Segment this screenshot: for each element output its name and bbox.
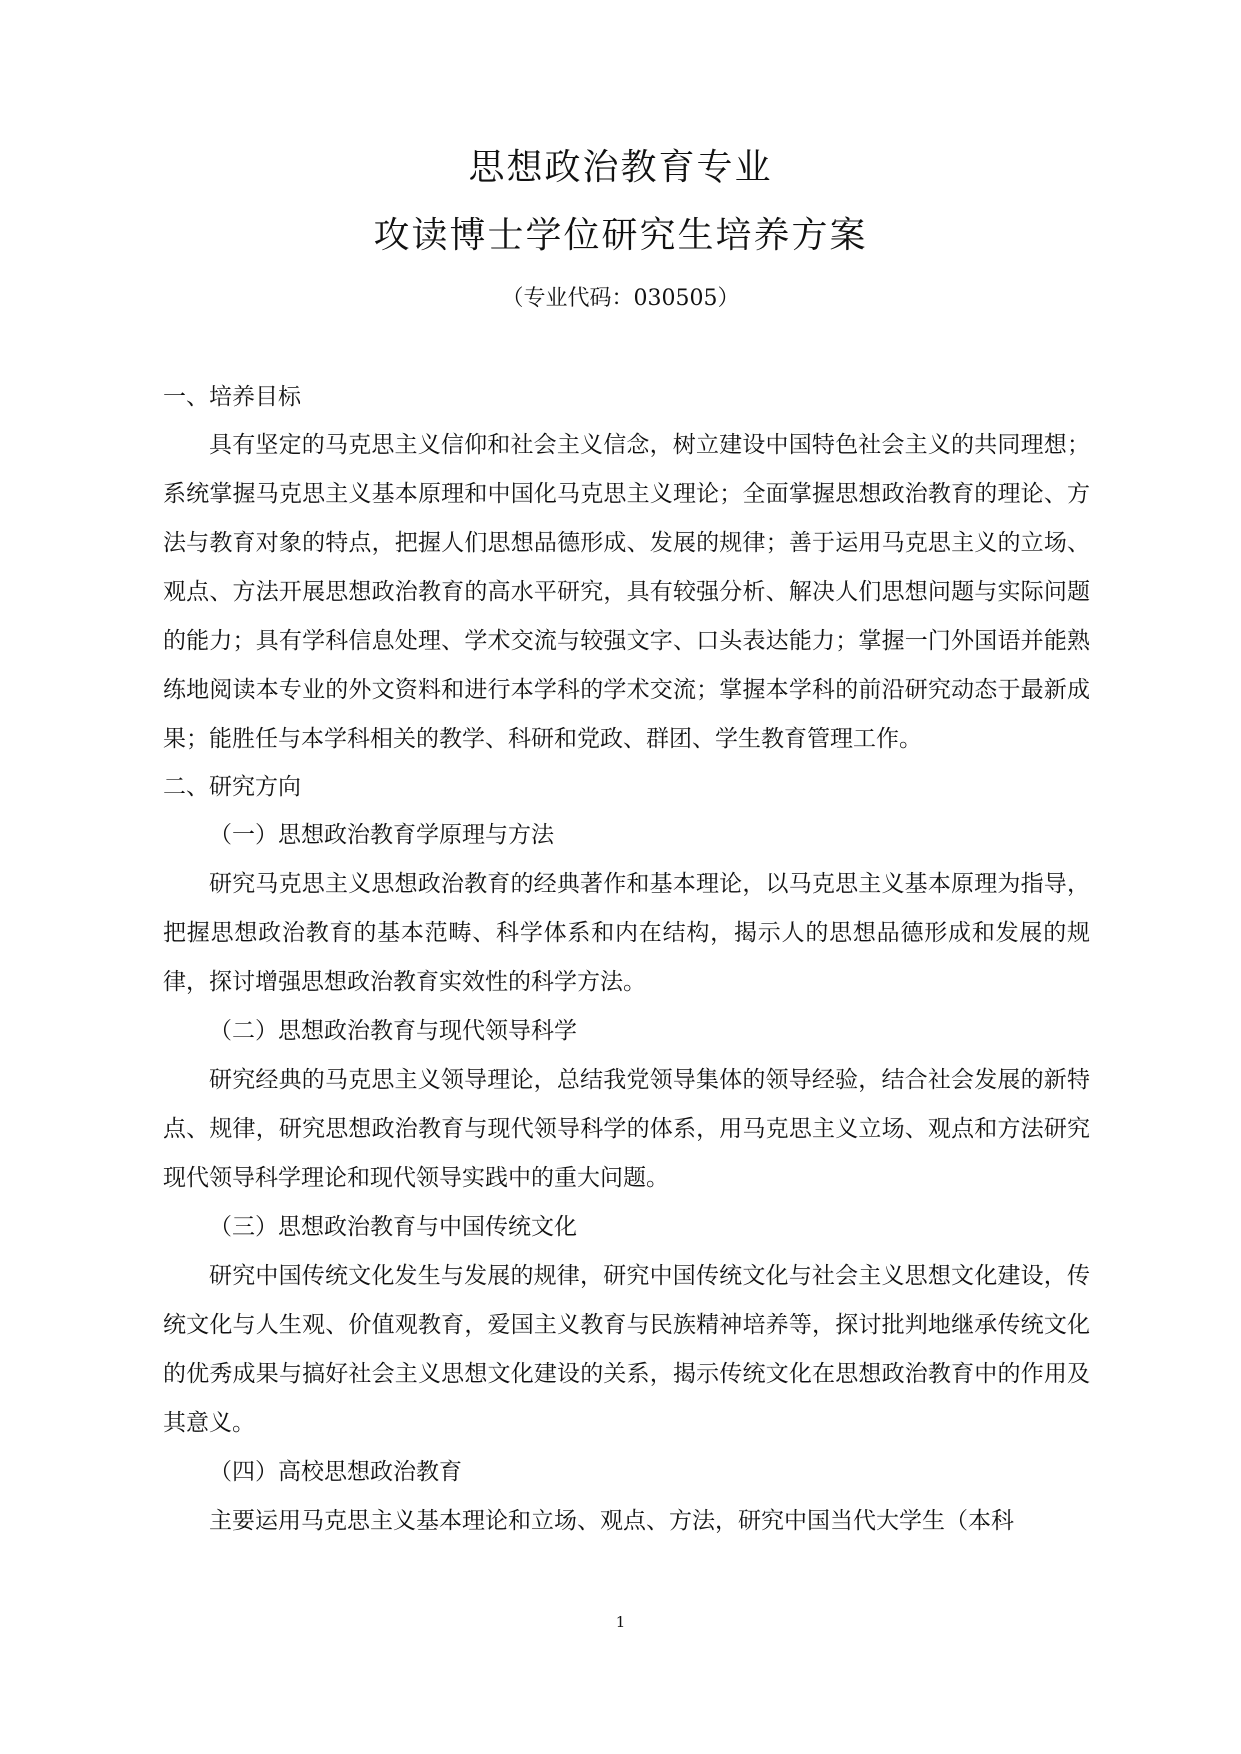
direction-text-3: 研究中国传统文化发生与发展的规律，研究中国传统文化与社会主义思想文化建设，传统文化与人生观、价值观教育，爱国主义教育与民族精神培养等，探讨批判地继承传统文化的优秀成果与搞好社会主义思想文化建设的关系，揭示传统文化在思想政治教育中的作用及其意义。 <box>163 1263 1090 1436</box>
direction-text-4: 主要运用马克思主义基本理论和立场、观点、方法，研究中国当代大学生（本科 <box>209 1508 1014 1534</box>
objectives-paragraph: 具有坚定的马克思主义信仰和社会主义信念，树立建设中国特色社会主义的共同理想；系统掌握马克思主义基本原理和中国化马克思主义理论；全面掌握思想政治教育的理论、方法与教育对象的特点，把握人们思想品德形成、发展的规律；善于运用马克思主义的立场、观点、方法开展思想政治教育的高水平研究，具有较强分析、解决人们思想问题与实际问题的能力；具有学科信息处理、学术交流与较强文字、口头表达能力；掌握一门外国语并能熟练地阅读本专业的外文资料和进行本学科的学术交流；掌握本学科的前沿研究动态于最新成果；能胜任与本学科相关的教学、科研和党政、群团、学生教育管理工作。 <box>163 432 1090 752</box>
major-code: （专业代码：030505） <box>501 286 740 311</box>
section-heading-objectives: 一、培养目标 <box>163 384 301 410</box>
document-body <box>163 380 1090 1546</box>
direction-title-2: （二）思想政治教育与现代领导科学 <box>209 1018 577 1044</box>
direction-title-4: （四）高校思想政治教育 <box>209 1459 462 1485</box>
page-number: 1 <box>615 1613 626 1631</box>
direction-title-1: （一）思想政治教育学原理与方法 <box>209 822 554 848</box>
direction-title-3: （三）思想政治教育与中国传统文化 <box>209 1214 577 1240</box>
section-heading-directions: 二、研究方向 <box>163 774 301 800</box>
document-title-line1: 思想政治教育专业 <box>468 147 773 188</box>
direction-text-2: 研究经典的马克思主义领导理论，总结我党领导集体的领导经验，结合社会发展的新特点、规律，研究思想政治教育与现代领导科学的体系，用马克思主义立场、观点和方法研究现代领导科学理论和现代领导实践中的重大问题。 <box>163 1067 1090 1191</box>
direction-text-1: 研究马克思主义思想政治教育的经典著作和基本理论，以马克思主义基本原理为指导，把握思想政治教育的基本范畴、科学体系和内在结构，揭示人的思想品德形成和发展的规律，探讨增强思想政治教育实效性的科学方法。 <box>163 871 1090 995</box>
document-title-line2: 攻读博士学位研究生培养方案 <box>373 215 868 256</box>
